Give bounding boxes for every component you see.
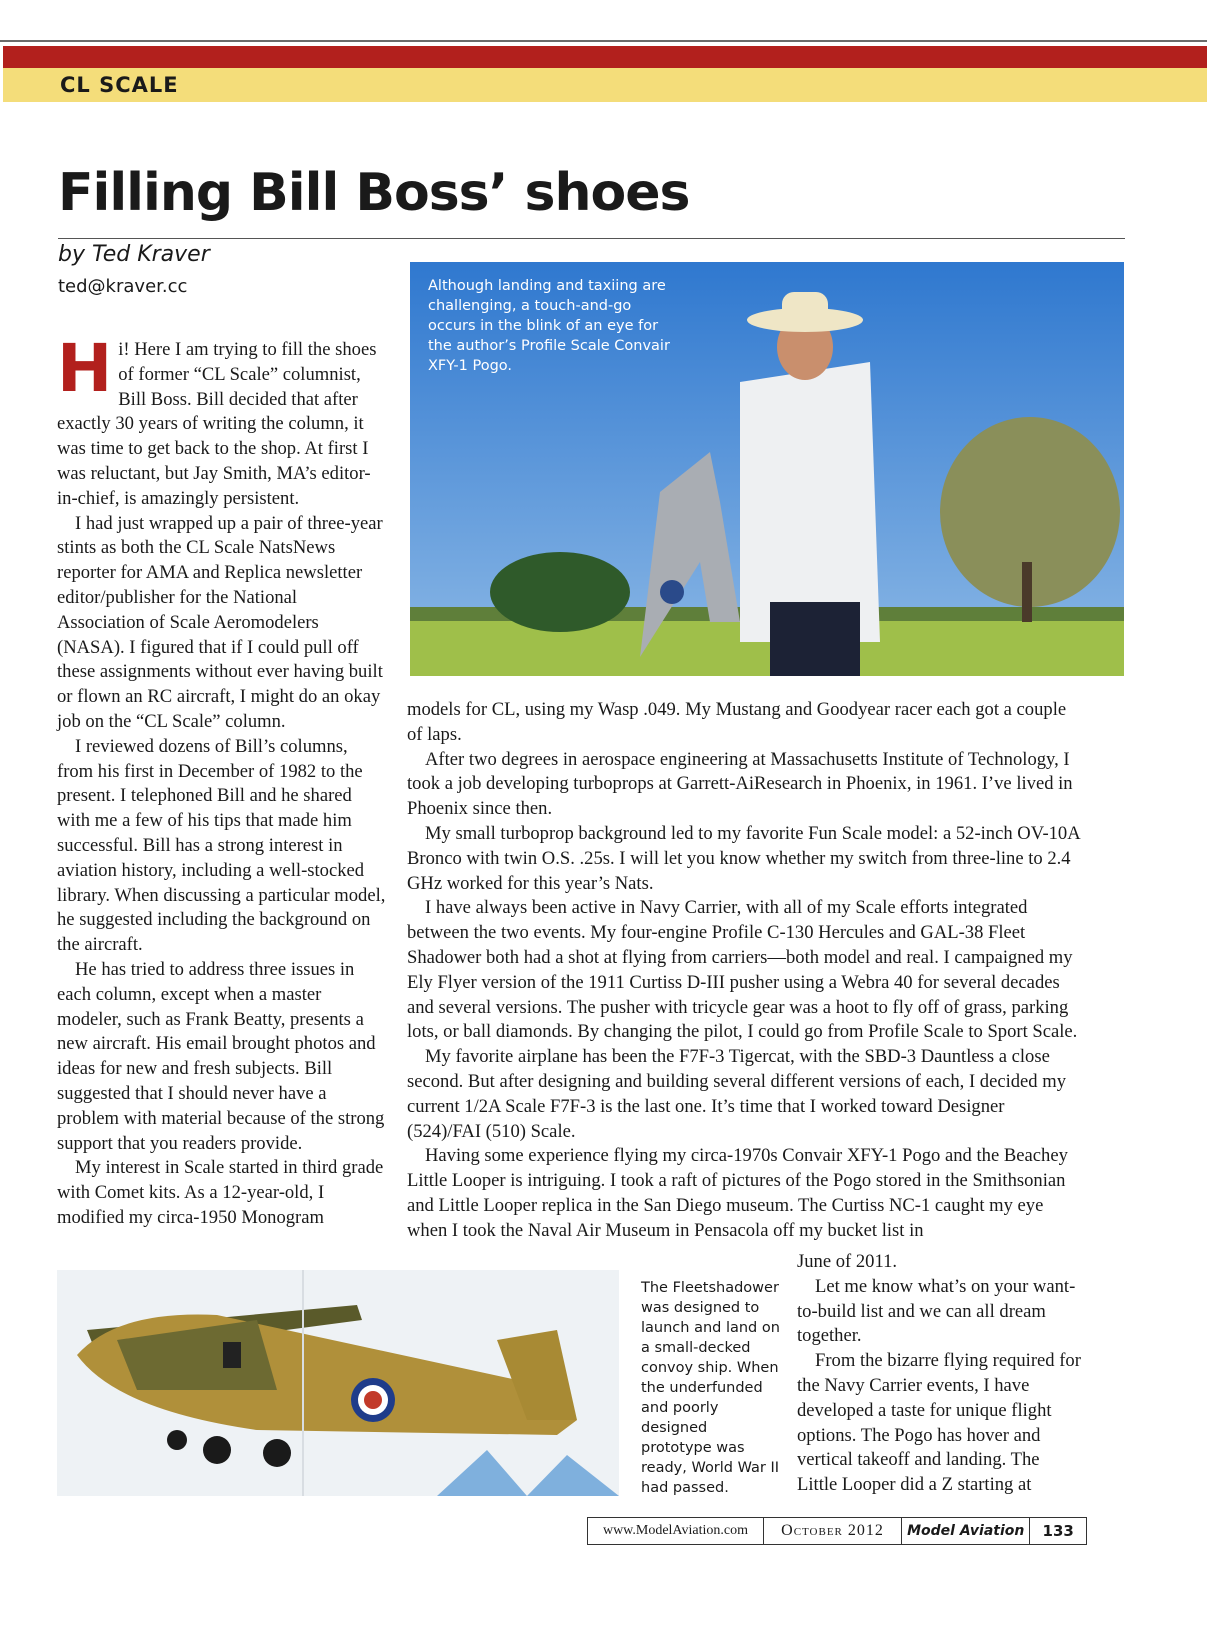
- footer-magazine: Model Aviation: [902, 1518, 1030, 1544]
- paragraph: I had just wrapped up a pair of three-year stints as both the CL Scale NatsNews reporter for AMA and Replica newsletter editor/publisher for the National Association of Scale Aeromodelers (NASA). I figured that if I could pull off these assignments without ever having built or flown an RC aircraft, I might do an okay job on the “CL Scale” column.: [57, 512, 383, 732]
- fleetshadower-caption: The Fleetshadower was designed to launch and land on a small-decked convoy ship. When the underfunded and poorly designed prototype was ready, World War II had passed.: [641, 1280, 780, 1496]
- drop-cap: H: [57, 330, 113, 407]
- paragraph: Let me know what’s on your want-to-build list and we can all dream together.: [797, 1275, 1076, 1347]
- pogo-caption: Although landing and taxiing are challenging, a touch-and-go occurs in the blink of an eye for the author’s Profile Scale Convair XFY-1 Pogo.: [428, 278, 670, 374]
- body-column-2: [407, 698, 1083, 1244]
- byline: by Ted Kraver: [58, 242, 210, 267]
- header-red-bar: [3, 46, 1207, 68]
- paragraph: models for CL, using my Wasp .049. My Mustang and Goodyear racer each got a couple of laps.: [407, 699, 1067, 745]
- header-yellow-bar: [3, 68, 1207, 102]
- paragraph: My interest in Scale started in third grade with Comet kits. As a 12-year-old, I modified my circa-1950 Monogram: [57, 1157, 384, 1228]
- author-email[interactable]: ted@kraver.cc: [58, 276, 188, 297]
- paragraph: My small turboprop background led to my favorite Fun Scale model: a 52-inch OV-10A Bronco with twin O.S. .25s. I will let you know whether my switch from three-line to 2.4 GHz worked for this year’s Nats.: [407, 822, 1080, 894]
- body-column-1: [57, 330, 387, 1231]
- article-title: Filling Bill Boss’ shoes: [58, 163, 690, 223]
- paragraph: I have always been active in Navy Carrier, with all of my Scale efforts integrated between the two events. My four-engine Profile C-130 Hercules and GAL-38 Fleet Shadower both had a shot at flying from carriers—both model and real. I campaigned my Ely Flyer version of the 1911 Curtiss D-III pusher using a Webra 40 for several decades and several versions. The pusher with tricycle gear was a hoot to fly off of grass, parking lots, or ball diamonds. By changing the pilot, I could go from Profile Scale to Sport Scale.: [407, 897, 1078, 1043]
- paragraph: He has tried to address three issues in each column, except when a master modeler, such as Frank Beatty, presents a new aircraft. His email brought photos and ideas for new and fresh subjects. Bill suggested that I should never have a problem with material because of the strong support that you readers provide.: [57, 958, 385, 1154]
- section-label: CL SCALE: [60, 73, 179, 97]
- fleetshadower-illustration: [57, 1270, 619, 1496]
- paragraph: June of 2011.: [797, 1251, 898, 1272]
- paragraph: My favorite airplane has been the F7F-3 Tigercat, with the SBD-3 Dauntless a close second. But after designing and building several different versions of each, I decided my current 1/2A Scale F7F-3 is the last one. It’s time that I worked toward Designer (524)/FAI (510) Scale.: [407, 1046, 1067, 1142]
- paragraph: After two degrees in aerospace engineering at Massachusetts Institute of Technology, I took a job developing turboprops at Garrett-AiResearch in Phoenix, in 1961. I’ve lived in Phoenix since then.: [407, 748, 1073, 820]
- page-number: 133: [1042, 1522, 1074, 1540]
- paragraph: Having some experience flying my circa-1970s Convair XFY-1 Pogo and the Beachey Little Looper is intriguing. I took a raft of pictures of the Pogo stored in the Smithsonian and Little Looper replica in the San Diego museum. The Curtiss NC-1 caught my eye when I took the Naval Air Museum in Pensacola off my bucket list in: [407, 1145, 1068, 1241]
- title-rule: [58, 238, 1125, 239]
- paragraph: From the bizarre flying required for the Navy Carrier events, I have developed a taste for unique flight options. The Pogo has hover and vertical takeoff and landing. The Little Looper did a Z starting at: [797, 1350, 1081, 1496]
- footer-date: October 2012: [764, 1518, 902, 1544]
- page-footer: [587, 1517, 1087, 1545]
- paragraph: I reviewed dozens of Bill’s columns, from his first in December of 1982 to the present. I telephoned Bill and he shared with me a few of his tips that made him successful. Bill has a strong interest in aviation history, including a well-stocked library. When discussing a particular model, he suggested including the background on the aircraft.: [57, 735, 386, 956]
- top-rule: [0, 40, 1207, 42]
- paragraph: Hi! Here I am trying to fill the shoes of former “CL Scale” columnist, Bill Boss. Bill decided that after exactly 30 years of writing the column, it was time to get back to the shop. At first I was reluctant, but Jay Smith, MA’s editor-in-chief, is amazingly persistent.: [57, 330, 377, 509]
- fleetshadower-photo: [57, 1270, 619, 1496]
- footer-url[interactable]: www.ModelAviation.com: [588, 1518, 764, 1544]
- body-column-3: [797, 1250, 1083, 1498]
